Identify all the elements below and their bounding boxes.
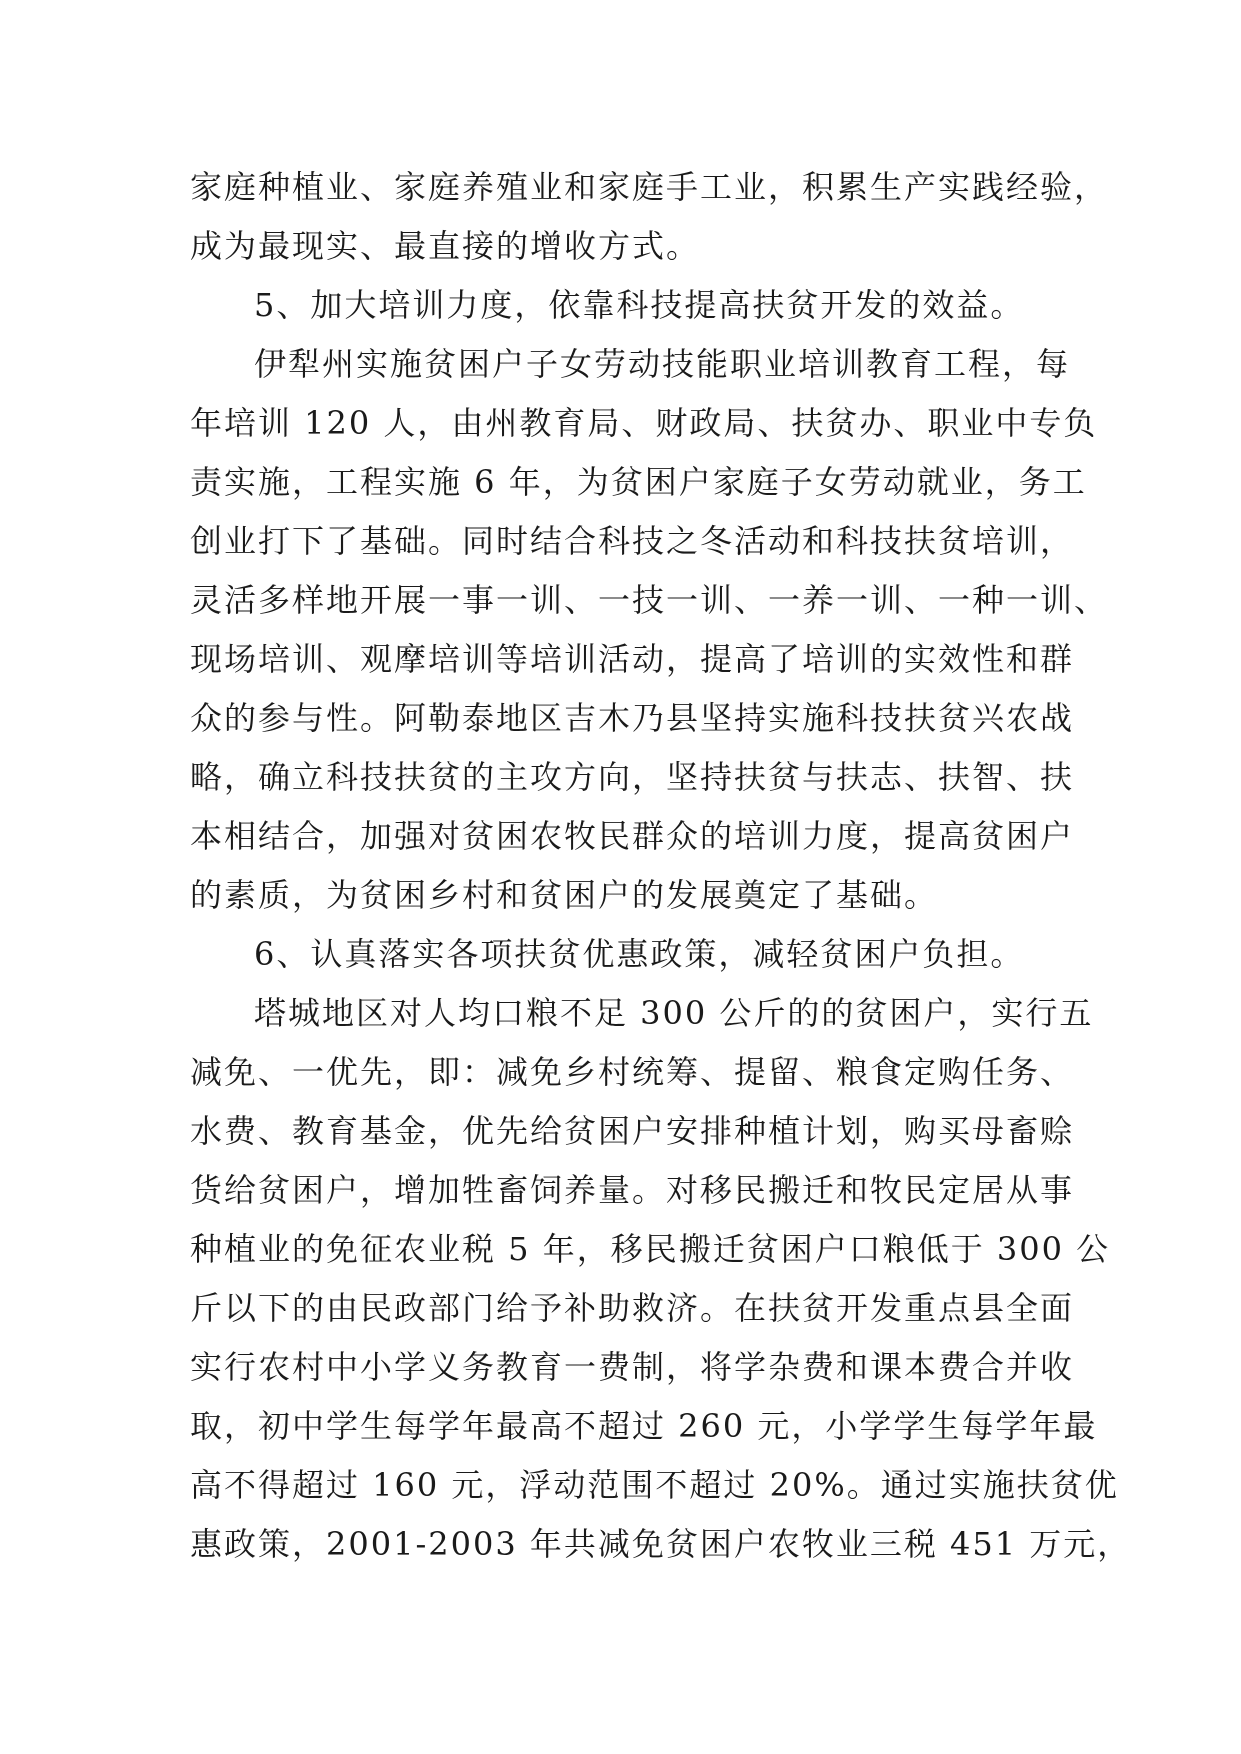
text-line: 水费、教育基金，优先给贫困户安排种植计划，购买母畜赊 (190, 1112, 1075, 1150)
text-line: 年培训 120 人，由州教育局、财政局、扶贫办、职业中专负 (190, 404, 1098, 442)
text-line: 成为最现实、最直接的增收方式。 (190, 227, 701, 265)
section-heading: 5、加大培训力度，依靠科技提高扶贫开发的效益。 (254, 286, 1025, 324)
text-line: 责实施，工程实施 6 年，为贫困户家庭子女劳动就业，务工 (190, 463, 1087, 501)
text-line: 伊犁州实施贫困户子女劳动技能职业培训教育工程，每 (254, 345, 1071, 383)
text-line: 创业打下了基础。同时结合科技之冬活动和科技扶贫培训， (190, 522, 1075, 560)
text-line: 实行农村中小学义务教育一费制，将学杂费和课本费合并收 (190, 1348, 1075, 1386)
text-line: 斤以下的由民政部门给予补助救济。在扶贫开发重点县全面 (190, 1289, 1075, 1327)
text-line: 减免、一优先，即：减免乡村统筹、提留、粮食定购任务、 (190, 1053, 1075, 1091)
text-line: 众的参与性。阿勒泰地区吉木乃县坚持实施科技扶贫兴农战 (190, 699, 1075, 737)
text-line: 家庭种植业、家庭养殖业和家庭手工业，积累生产实践经验， (190, 168, 1109, 206)
text-line: 略，确立科技扶贫的主攻方向，坚持扶贫与扶志、扶智、扶 (190, 758, 1075, 796)
text-line: 种植业的免征农业税 5 年，移民搬迁贫困户口粮低于 300 公 (190, 1230, 1111, 1268)
text-line: 现场培训、观摩培训等培训活动，提高了培训的实效性和群 (190, 640, 1075, 678)
section-heading: 6、认真落实各项扶贫优惠政策，减轻贫困户负担。 (254, 935, 1025, 973)
text-line: 塔城地区对人均口粮不足 300 公斤的的贫困户，实行五 (254, 994, 1094, 1032)
text-line: 的素质，为贫困乡村和贫困户的发展奠定了基础。 (190, 876, 939, 914)
text-line: 灵活多样地开展一事一训、一技一训、一养一训、一种一训、 (190, 581, 1109, 619)
body-text (190, 158, 1132, 1574)
text-line: 取，初中学生每学年最高不超过 260 元，小学学生每学年最 (190, 1407, 1098, 1445)
text-line: 本相结合，加强对贫困农牧民群众的培训力度，提高贫困户 (190, 817, 1075, 855)
text-line: 惠政策，2001-2003 年共减免贫困户农牧业三税 451 万元， (190, 1525, 1132, 1563)
text-line: 高不得超过 160 元，浮动范围不超过 20%。通过实施扶贫优 (190, 1466, 1119, 1504)
text-line: 货给贫困户，增加牲畜饲养量。对移民搬迁和牧民定居从事 (190, 1171, 1075, 1209)
